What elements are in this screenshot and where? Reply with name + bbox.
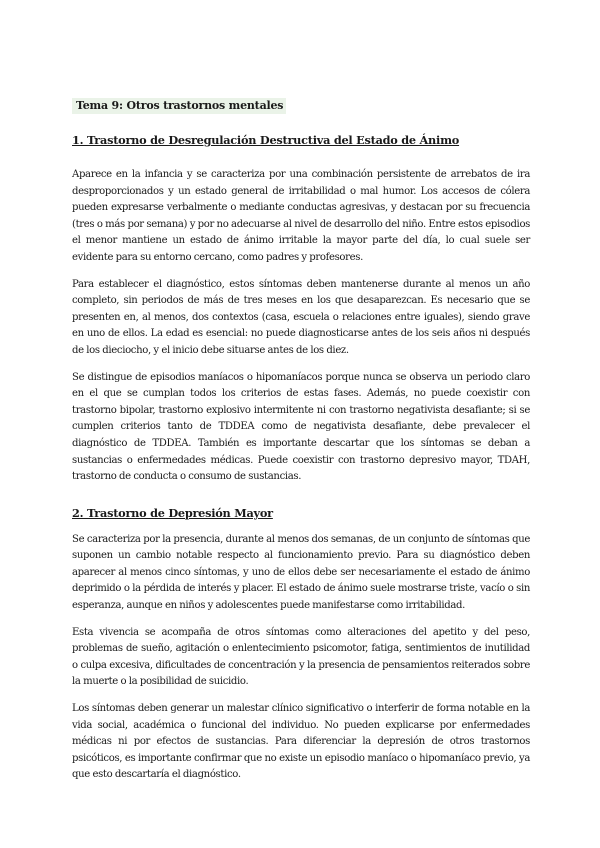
section-1-heading: 1. Trastorno de Desregulación Destructiva del Estado de Ánimo [72, 133, 460, 147]
section-1 [72, 133, 530, 486]
section-1-paragraph-3: Se distingue de episodios maníacos o hipomaníacos porque nunca se observa un periodo claro en el que se cumplan todos los criterios de estas fases. Además, no puede coexistir con trastorno bipolar, trastorno explosivo intermitente ni con trastorno negativista desafiante; si se cumplen criterios tanto de TDDEA como de negativista desafiante, debe prevalecer el diagnóstico de TDDEA. También es importante descartar que los síntomas se deban a sustancias o enfermedades médicas. Puede coexistir con trastorno depresivo mayor, TDAH, trastorno de conducta o consumo de sustancias. [72, 371, 530, 483]
section-1-paragraph-2: Para establecer el diagnóstico, estos síntomas deben mantenerse durante al menos un año completo, sin periodos de más de tres meses en los que desaparezcan. Es necesario que se presenten en, al menos, dos contextos (casa, escuela o relaciones entre iguales), siendo grave en uno de ellos. La edad es esencial: no puede diagnosticarse antes de los seis años ni después de los dieciocho, y el inicio debe situarse antes de los diez. [72, 278, 530, 356]
section-1-paragraph-1: Aparece en la infancia y se caracteriza por una combinación persistente de arrebatos de ira desproporcionados y un estado general de irritabilidad o mal humor. Los accesos de cólera pueden expresarse verbalmente o mediante conductas agresivas, y destacan por su frecuencia (tres o más por semana) y por no adecuarse al nivel de desarrollo del niño. Entre estos episodios el menor mantiene un estado de ánimo irritable la mayor parte del día, lo cual suele ser evidente para su entorno cercano, como padres y profesores. [72, 169, 530, 263]
document-page [72, 94, 530, 794]
section-2-paragraph-1: Se caracteriza por la presencia, durante al menos dos semanas, de un conjunto de síntomas que suponen un cambio notable respecto al funcionamiento previo. Para su diagnóstico deben aparecer al menos cinco síntomas, y uno de ellos debe ser necesariamente el estado de ánimo deprimido o la pérdida de interés y placer. El estado de ánimo suele mostrarse triste, vacío o sin esperanza, aunque en niños y adolescentes puede manifestarse como irritabilidad. [72, 533, 530, 612]
section-2-heading: 2. Trastorno de Depresión Mayor [72, 505, 273, 520]
section-2-paragraph-3: Los síntomas deben generar un malestar clínico significativo o interferir de forma notable en la vida social, académica o funcional del individuo. No pueden explicarse por enfermedades médicas ni por efectos de sustancias. Para diferenciar la depresión de otros trastornos psicóticos, es importante confirmar que no existe un episodio maníaco o hipomaníaco previo, ya que esto descartaría el diagnóstico. [72, 703, 530, 781]
section-2 [72, 506, 530, 784]
section-2-paragraph-2: Esta vivencia se acompaña de otros síntomas como alteraciones del apetito y del peso, problemas de sueño, agitación o enlentecimiento psicomotor, fatiga, sentimientos de inutilidad o culpa excesiva, dificultades de concentración y la presencia de pensamientos reiterados sobre la muerte o la posibilidad de suicidio. [72, 626, 530, 688]
document-title: Tema 9: Otros trastornos mentales [72, 98, 286, 114]
